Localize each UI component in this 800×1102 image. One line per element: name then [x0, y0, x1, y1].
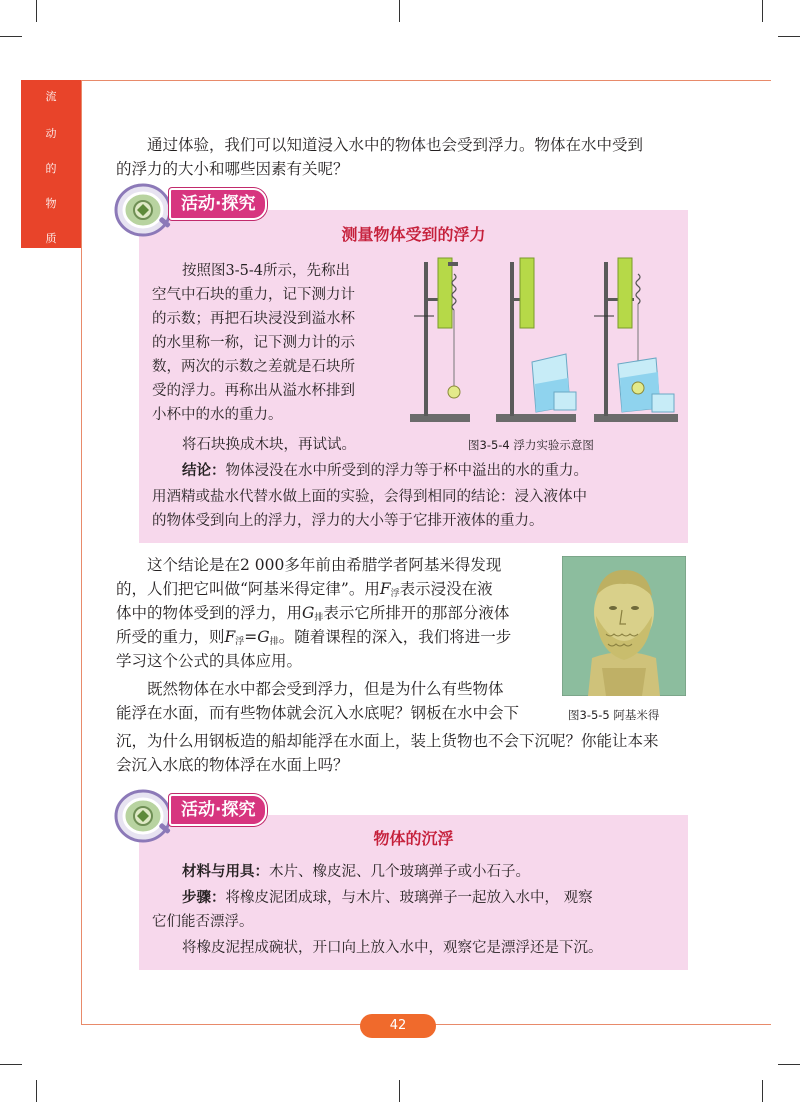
activity-line: 小杯中的水的重力。	[152, 407, 283, 423]
crop-mark	[778, 36, 800, 37]
body-line: 会沉入水底的物体浮在水面上吗？	[116, 756, 349, 774]
steps-line	[182, 886, 593, 910]
crop-mark	[762, 0, 763, 22]
activity-line: 的示数；再把石块浸没到溢水杯	[152, 311, 355, 327]
figure-caption: 图3-5-4 浮力实验示意图	[468, 438, 594, 452]
materials-text: 木片、橡皮泥、几个玻璃弹子或小石子。	[269, 864, 530, 880]
materials-label: 材料与用具：	[182, 864, 269, 880]
stand-submerged-stone	[594, 258, 678, 422]
activity-line: 受的浮力。再称出从溢水杯排到	[152, 383, 355, 399]
chapter-tab	[21, 80, 81, 248]
activity-line: 将石块换成木块，再试试。	[182, 437, 356, 453]
conclusion-line	[182, 459, 588, 483]
body-line: 既然物体在水中都会受到浮力，但是为什么有些物体	[147, 680, 504, 698]
page-number: 42	[360, 1014, 436, 1038]
conclusion-line: 的物体受到向上的浮力，浮力的大小等于它排开液体的重力。	[152, 513, 544, 529]
steps-line: 将橡皮泥捏成碗状，开口向上放入水中，观察它是漂浮还是下沉。	[182, 940, 603, 956]
activity-line: 按照图3-5-4所示，先称出	[182, 263, 350, 279]
crop-mark	[399, 0, 400, 22]
steps-line: 它们能否漂浮。	[152, 914, 254, 930]
conclusion-line: 用酒精或盐水代替水做上面的实验，会得到相同的结论：浸入液体中	[152, 489, 587, 505]
buoyancy-experiment-figure	[404, 254, 682, 430]
steps-text: 将橡皮泥团成球，与木片、玻璃弹子一起放入水中， 观察	[225, 890, 593, 906]
crop-mark	[0, 36, 22, 37]
crop-mark	[0, 1064, 22, 1065]
chapter-tab-char: 动	[45, 127, 57, 140]
stand-weighing-in-air	[410, 258, 470, 422]
activity-badge-label: 活动·探究	[169, 794, 267, 826]
header-rule	[81, 80, 771, 81]
body-line: 能浮在水面，而有些物体就会沉入水底呢？钢板在水中会下	[116, 704, 520, 722]
activity-badge-label: 活动·探究	[169, 188, 267, 220]
margin-rule	[81, 80, 82, 1025]
conclusion-text: 物体浸没在水中所受到的浮力等于杯中溢出的水的重力。	[225, 463, 588, 479]
body-line: 学习这个公式的具体应用。	[116, 652, 303, 670]
activity-line: 数，两次的示数之差就是石块所	[152, 359, 355, 375]
chapter-tab-char: 流	[45, 90, 57, 103]
archimedes-bust-image	[562, 556, 686, 696]
chapter-tab-char: 质	[45, 232, 57, 245]
activity-title: 物体的沉浮	[373, 829, 454, 848]
crop-mark	[762, 1080, 763, 1102]
intro-line: 通过体验，我们可以知道浸入水中的物体也会受到浮力。物体在水中受到	[147, 136, 644, 154]
body-line: 所受的重力，则$F_浮=G_排$。随着课程的深入，我们将进一步	[116, 628, 512, 647]
crop-mark	[399, 1080, 400, 1102]
chapter-tab-char: 的	[45, 162, 57, 175]
body-line: 沉，为什么用钢板造的船却能浮在水面上，装上货物也不会下沉呢？你能让本来	[116, 732, 659, 750]
conclusion-label: 结论：	[182, 463, 226, 479]
activity-line: 空气中石块的重力，记下测力计	[152, 287, 355, 303]
steps-label: 步骤：	[182, 890, 226, 906]
bust-caption: 图3-5-5 阿基米得	[568, 708, 660, 722]
crop-mark	[36, 0, 37, 22]
activity-title: 测量物体受到的浮力	[341, 225, 486, 244]
body-line: 体中的物体受到的浮力，用$G_排$表示它所排开的那部分液体	[116, 604, 510, 623]
body-line: 的，人们把它叫做“阿基米得定律”。用$F_浮$表示浸没在液	[116, 580, 493, 599]
activity-line: 的水里称一称，记下测力计的示	[152, 335, 355, 351]
crop-mark	[36, 1080, 37, 1102]
chapter-tab-char: 物	[45, 197, 57, 210]
intro-line: 的浮力的大小和哪些因素有关呢？	[116, 160, 349, 178]
crop-mark	[778, 1064, 800, 1065]
body-line: 这个结论是在2 000多年前由希腊学者阿基米得发现	[147, 556, 502, 574]
stand-overflow-cup	[496, 258, 576, 422]
materials-line	[182, 860, 530, 884]
